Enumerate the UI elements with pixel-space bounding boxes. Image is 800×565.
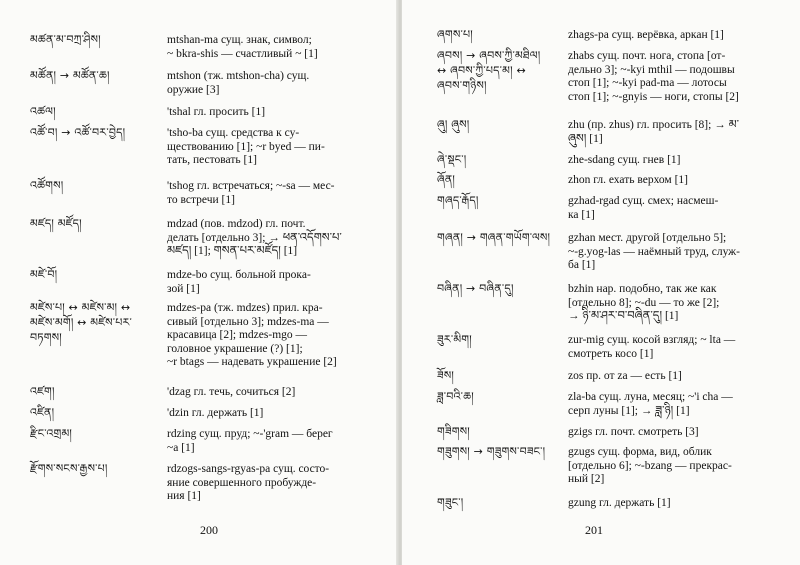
definition-line: ~ bkra-shis — счастливый ~ [1] bbox=[167, 47, 318, 60]
definition-line: rdzing сущ. пруд; ~-'gram — берег bbox=[167, 428, 333, 440]
definition-line: gzung гл. держать [1] bbox=[568, 497, 671, 509]
tibetan-headword: གཟུང་། bbox=[437, 496, 464, 509]
definition-line: [отдельно 6]; ~-bzang — прекрас- bbox=[568, 459, 732, 472]
tibetan-headword: མཚན་མ་བཀྲ་ཤིས། bbox=[30, 33, 101, 46]
definition-line: 'dzag гл. течь, сочиться [2] bbox=[167, 386, 296, 398]
definition-line: mdzes-pa (тж. mdzes) прил. кра- bbox=[167, 302, 323, 314]
definition-line: дельно 3]; ~-kyi mthil — подошвы bbox=[568, 63, 735, 76]
definition-line: mdze-bo сущ. больной прока- bbox=[167, 269, 311, 281]
definition-line: ба [1] bbox=[568, 259, 596, 271]
tibetan-headword: གཟིགས། bbox=[437, 425, 470, 438]
definition-line: ཞུས། [1] bbox=[568, 132, 603, 145]
definition-line: rdzogs-sangs-rgyas-pa сущ. состо- bbox=[167, 463, 330, 475]
definition-line: ния [1] bbox=[167, 490, 201, 502]
definition-line: 'tshog гл. встречаться; ~-sa — мес- bbox=[167, 180, 335, 192]
tibetan-headword: མཛེས་མགོ། ↔ མཛེས་པར་ bbox=[30, 316, 133, 329]
tibetan-headword: ཞུ། ཞུས། bbox=[437, 118, 470, 131]
definition-line: zhe-sdang сущ. гнев [1] bbox=[568, 154, 681, 166]
definition-line: ~r btags — надевать украшение [2] bbox=[167, 356, 337, 368]
definition-line: ка [1] bbox=[568, 208, 595, 221]
definition-line: → ཉི་མ་ཤར་བ་བཞིན་དུ། [1] bbox=[568, 310, 679, 322]
definition-line: тать, пестовать [1] bbox=[167, 154, 257, 166]
definition-line: ~а [1] bbox=[167, 441, 195, 454]
definition-line: красавица [2]; mdzes-mgo — bbox=[167, 329, 308, 341]
definition-line: 'dzin гл. держать [1] bbox=[167, 407, 264, 419]
tibetan-headword: གཟུགས། → གཟུགས་བཟང་། bbox=[437, 445, 546, 458]
definition-line: серп луны [1]; → ཟླ་ཉི། [1] bbox=[568, 404, 690, 417]
definition-line: gzigs гл. почт. смотреть [3] bbox=[568, 426, 699, 438]
definition-line: ~-g.yog-las — наёмный труд, служ- bbox=[568, 245, 740, 258]
definition-line: zhon гл. ехать верхом [1] bbox=[568, 174, 688, 186]
definition-line: 'tsho-ba сущ. средства к су- bbox=[167, 127, 300, 139]
definition-line: [отдельно 8]; ~-du — то же [2]; bbox=[568, 296, 720, 309]
definition-line: gzhad-rgad сущ. смех; насмеш- bbox=[568, 195, 719, 207]
tibetan-headword: ཞགས་པ། bbox=[437, 28, 473, 41]
definition-line: стоп [1]; ~-kyi pad-ma — лотосы bbox=[568, 77, 727, 89]
definition-line: མཛད། [1]; གསན་པར་མཛོད། [1] bbox=[167, 245, 298, 257]
definition-line: ный [2] bbox=[568, 473, 605, 485]
tibetan-headword: གཞན། → གཞན་གཡོག་ལས། bbox=[437, 231, 551, 244]
page-number: 200 bbox=[200, 523, 218, 537]
tibetan-headword: ཟོས། bbox=[437, 369, 455, 382]
definition-line: zhags-pa сущ. верёвка, аркан [1] bbox=[568, 29, 724, 41]
page-number: 201 bbox=[585, 523, 603, 537]
definition-line: оружие [3] bbox=[167, 83, 220, 96]
definition-line: то встречи [1] bbox=[167, 193, 235, 206]
definition-line: головное украшение (?) [1]; bbox=[167, 342, 303, 355]
tibetan-headword: མཛེས་པ། ↔ མཛེས་མ། ↔ bbox=[30, 301, 131, 314]
definition-line: bzhin нар. подобно, так же как bbox=[568, 283, 717, 295]
definition-line: zhabs сущ. почт. нога, стопа [от- bbox=[568, 50, 726, 62]
tibetan-headword: ཟུར་མིག། bbox=[437, 333, 472, 346]
tibetan-headword: ↔ ཞབས་ཀྱི་པད་མ། ↔ bbox=[437, 64, 526, 77]
tibetan-headword: རྫོགས་སངས་རྒྱས་པ། bbox=[30, 462, 108, 475]
tibetan-headword: འཛག། bbox=[30, 385, 55, 398]
tibetan-headword: འཚལ། bbox=[30, 105, 56, 118]
definition-line: смотреть косо [1] bbox=[568, 347, 654, 360]
tibetan-headword: ཞོན། bbox=[437, 173, 456, 186]
tibetan-headword: ཟླ་བའི་ཆ། bbox=[437, 390, 474, 403]
tibetan-headword: ཞབས། → ཞབས་ཀྱི་མཐིལ། bbox=[437, 49, 541, 62]
definition-line: zla-ba сущ. луна, месяц; ~'i cha — bbox=[568, 391, 733, 403]
definition-line: яние совершенного пробужде- bbox=[167, 476, 317, 489]
definition-line: mtshon (тж. mtshon-cha) сущ. bbox=[167, 70, 310, 82]
tibetan-headword: འཛིན། bbox=[30, 406, 55, 419]
tibetan-headword: མཚོན། → མཚོན་ཆ། bbox=[30, 69, 110, 82]
definition-line: zos пр. от za — есть [1] bbox=[568, 370, 682, 382]
definition-line: стоп [1]; ~-gnyis — ноги, стопы [2] bbox=[568, 90, 739, 103]
definition-line: делать [отдельно 3]; → ཕན་འདོགས་པ་ bbox=[167, 231, 342, 244]
tibetan-headword: འཚོ་བ། → འཚོ་བར་བྱེད། bbox=[30, 126, 126, 139]
definition-line: zhu (пр. zhus) гл. просить [8]; → མ་ bbox=[568, 119, 740, 131]
tibetan-headword: བཏགས། bbox=[30, 331, 62, 344]
definition-line: gzugs сущ. форма, вид, облик bbox=[568, 446, 712, 458]
definition-line: mtshan-ma сущ. знак, символ; bbox=[167, 34, 312, 46]
definition-line: зой [1] bbox=[167, 282, 200, 295]
definition-line: 'tshal гл. просить [1] bbox=[167, 106, 266, 118]
tibetan-headword: ཞེ་སྡང་། bbox=[437, 153, 467, 166]
definition-line: gzhan мест. другой [отдельно 5]; bbox=[568, 232, 727, 244]
definition-line: zur-mig сущ. косой взгляд; ~ lta — bbox=[568, 334, 736, 346]
tibetan-headword: མཛད། མཛོད། bbox=[30, 217, 82, 230]
definition-line: ществованию [1]; ~r byed — пи- bbox=[167, 140, 325, 153]
tibetan-headword: གཞད་རྒོད། bbox=[437, 194, 479, 207]
tibetan-headword: འཚོགས། bbox=[30, 179, 64, 192]
tibetan-headword: མཛེ་བོ། bbox=[30, 268, 58, 281]
tibetan-headword: ཞབས་གཉིས། bbox=[437, 79, 487, 92]
definition-line: сивый [отдельно 3]; mdzes-ma — bbox=[167, 315, 329, 328]
tibetan-headword: བཞིན། → བཞིན་དུ། bbox=[437, 282, 514, 295]
definition-line: mdzad (пов. mdzod) гл. почт. bbox=[167, 218, 306, 230]
tibetan-headword: རྫིང་འགྲམ། bbox=[30, 427, 73, 440]
